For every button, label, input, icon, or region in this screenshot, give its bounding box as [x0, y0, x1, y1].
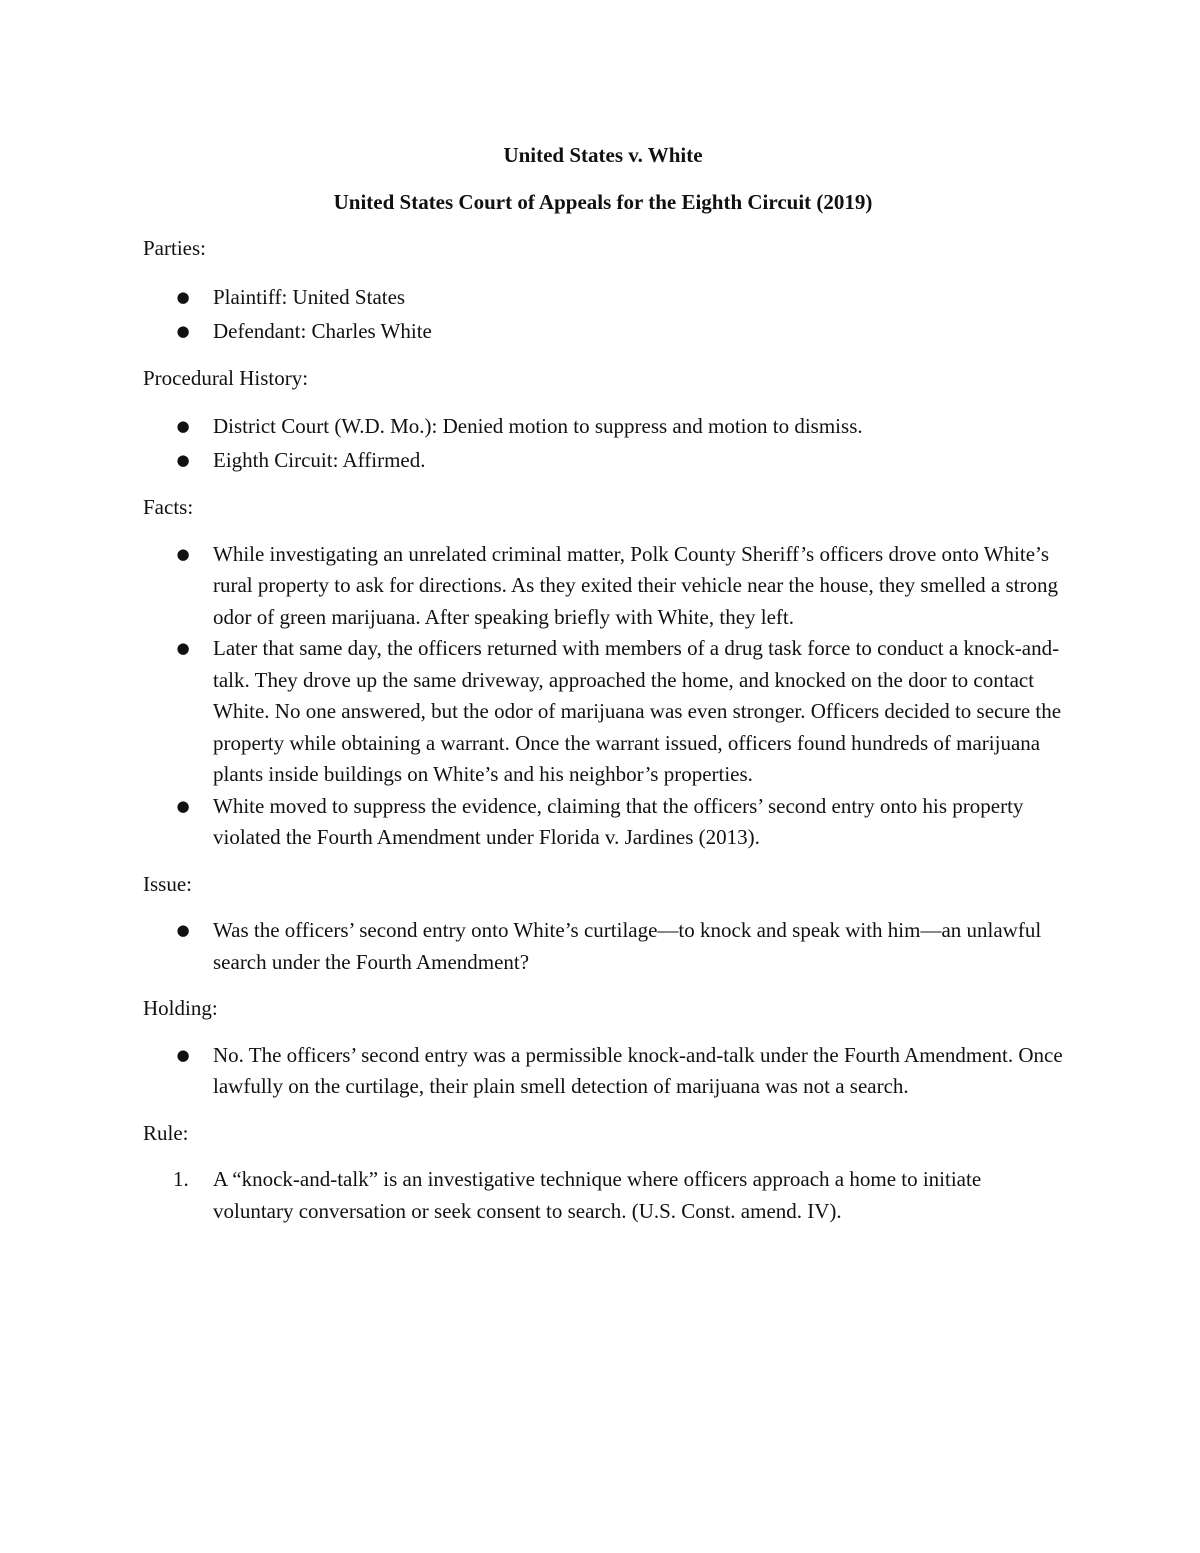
list-item	[143, 539, 1063, 634]
issue-list	[143, 915, 1063, 978]
list-item	[143, 443, 1063, 477]
bullet-icon: ●	[176, 796, 190, 815]
section-label-holding: Holding:	[143, 996, 218, 1020]
list-item-text: A “knock-and-talk” is an investigative technique where officers approach a home to initiate voluntary conversation or seek consent to search. (U.S. Const. amend. IV).	[213, 1167, 982, 1223]
list-item-text: Defendant: Charles White	[213, 318, 432, 343]
section-label-facts: Facts:	[143, 495, 194, 519]
bullet-icon: ●	[176, 417, 190, 435]
bullet-icon: ●	[176, 544, 190, 563]
facts-list	[143, 539, 1063, 854]
list-item-text: No. The officers’ second entry was a permissible knock-and-talk under the Fourth Amendment. Once lawfully on the curtilage, their plain smell detection of marijuana was not a search.	[213, 1042, 1063, 1098]
procedural-history-list	[143, 409, 1063, 477]
list-item	[143, 633, 1063, 791]
list-item	[143, 915, 1063, 978]
list-item	[143, 1040, 1063, 1103]
parties-list	[143, 280, 1063, 348]
list-item-text: Eighth Circuit: Affirmed.	[213, 448, 426, 472]
holding-list	[143, 1040, 1063, 1103]
list-item-text: Was the officers’ second entry onto White’s curtilage—to knock and speak with him—an unlawful search under the Fourth Amendment?	[213, 918, 1042, 974]
bullet-icon: ●	[176, 639, 190, 657]
bullet-icon: ●	[176, 287, 190, 306]
bullet-icon: ●	[176, 921, 190, 939]
rule-list	[143, 1164, 1063, 1227]
list-item-text: While investigating an unrelated criminal matter, Polk County Sheriff’s officers drove onto White’s rural property to ask for directions. As they exited their vehicle near the house, they smelled a strong odor of green marijuana. After speaking briefly with White, they left.	[213, 541, 1058, 629]
list-item	[143, 280, 1063, 314]
bullet-icon: ●	[176, 321, 190, 340]
bullet-icon: ●	[176, 451, 190, 469]
list-item	[143, 791, 1063, 854]
list-item	[143, 409, 1063, 443]
bullet-icon: ●	[176, 1045, 190, 1064]
list-item	[143, 1164, 1063, 1227]
section-label-rule: Rule:	[143, 1120, 189, 1145]
list-item-text: District Court (W.D. Mo.): Denied motion to suppress and motion to dismiss.	[213, 414, 863, 438]
list-item-text: Plaintiff: United States	[213, 284, 406, 309]
document-body	[143, 140, 1063, 1242]
list-item-number: 1.	[173, 1167, 189, 1191]
section-label-procedural-history: Procedural History:	[143, 365, 309, 390]
section-label-issue: Issue:	[143, 871, 192, 896]
section-label-parties: Parties:	[143, 236, 206, 260]
list-item	[143, 314, 1063, 348]
list-item-text: White moved to suppress the evidence, claiming that the officers’ second entry onto his property violated the Fourth Amendment under Florida v. Jardines (2013).	[213, 793, 1024, 849]
case-title: United States v. White	[503, 143, 703, 167]
court-name: United States Court of Appeals for the Eighth Circuit (2019)	[333, 190, 873, 214]
list-item-text: Later that same day, the officers returned with members of a drug task force to conduct a knock-and-talk. They drove up the same driveway, approached the home, and knocked on the door to contact White. No one answered, but the odor of marijuana was even stronger. Officers decided to secure the property while obtaining a warrant. Once the warrant issued, officers found hundreds of marijuana plants inside buildings on White’s and his neighbor’s properties.	[213, 636, 1062, 786]
